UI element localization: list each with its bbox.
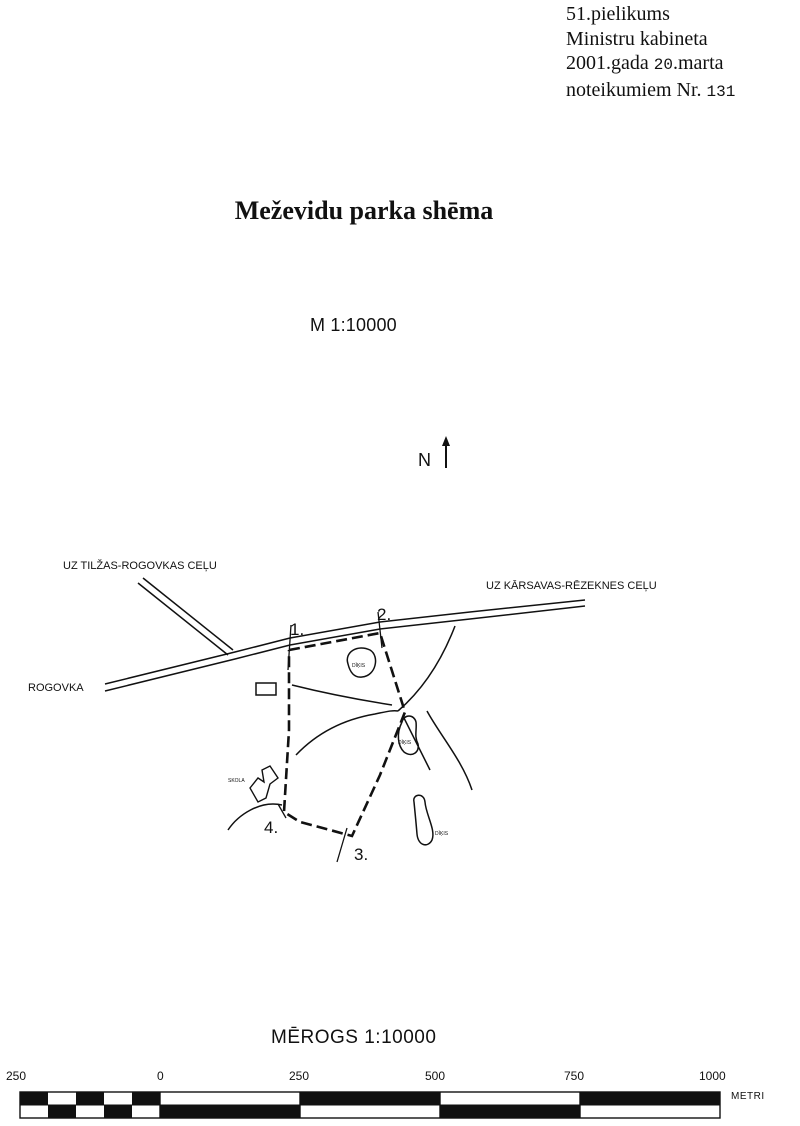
north-arrow-icon [442, 436, 450, 468]
park-map [0, 430, 800, 870]
building [256, 683, 276, 695]
scale-tick-1000: 1000 [699, 1069, 726, 1083]
scale-tick-750: 750 [564, 1069, 585, 1083]
scale-bar [0, 1089, 730, 1119]
school-building [250, 766, 278, 802]
boundary-point-2: 2. [377, 605, 392, 624]
annex-authority: Ministru kabineta [566, 27, 708, 50]
boundary-point-1: 1. [290, 620, 305, 639]
annex-regulation-label: noteikumiem Nr. [566, 78, 702, 101]
scale-tick-250: 250 [289, 1069, 310, 1083]
scale-bar-title: MĒROGS 1:10000 [271, 1027, 437, 1048]
side-road-tilzas [138, 578, 233, 655]
annex-date-day: 20 [653, 56, 673, 74]
road-label-tilzas: UZ TILŽAS-ROGOVKAS CEĻU [63, 560, 217, 572]
pond-2 [398, 716, 418, 754]
pond-3-label: DĪĶIS [435, 831, 449, 837]
annex-date [566, 51, 735, 78]
pond-2-label: DĪĶIS [398, 740, 412, 746]
boundary-point-3: 3. [354, 845, 369, 864]
annex-date-month: .marta [672, 52, 724, 74]
scale-tick-250-left: 250 [6, 1069, 27, 1083]
school-label: SKOLA [228, 778, 245, 784]
boundary-point-4: 4. [264, 818, 279, 837]
annex-date-year: 2001.gada [566, 52, 649, 74]
scale-unit-label: METRI [731, 1091, 765, 1102]
park-boundary [284, 633, 405, 836]
annex-reference [566, 2, 735, 104]
pond-1-label: DĪĶIS [352, 663, 366, 669]
village-label: ROGOVKA [28, 682, 84, 694]
annex-regulation-number: 131 [706, 82, 736, 101]
map-scale-label: M 1:10000 [310, 315, 397, 335]
annex-number: 51.pielikums [566, 3, 670, 25]
road-label-karsavas: UZ KĀRSAVAS-RĒZEKNES CEĻU [486, 580, 657, 592]
north-label: N [418, 450, 431, 470]
page-title: Meževidu parka shēma [234, 196, 494, 225]
scale-tick-0: 0 [157, 1069, 164, 1083]
annex-regulation [566, 78, 735, 105]
scale-tick-500: 500 [425, 1069, 446, 1083]
pond-3 [414, 795, 433, 845]
